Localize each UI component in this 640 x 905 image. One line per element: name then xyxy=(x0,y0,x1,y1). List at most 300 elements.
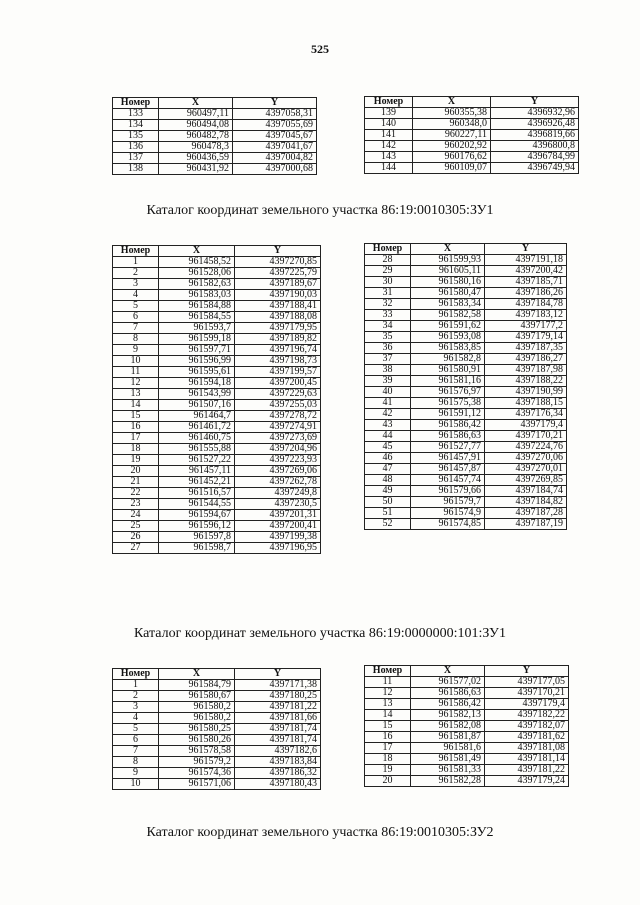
x-coordinate-cell: 961464,7 xyxy=(159,411,235,422)
point-number-cell: 137 xyxy=(113,153,159,164)
x-coordinate-cell: 961580,16 xyxy=(411,277,485,288)
table-row xyxy=(365,688,569,699)
point-number-cell: 4 xyxy=(113,290,159,301)
point-number-cell: 16 xyxy=(113,422,159,433)
catalog-title: Каталог координат земельного участка 86:19:0000000:101:ЗУ1 xyxy=(134,626,506,641)
table-row xyxy=(365,310,567,321)
table-row xyxy=(365,119,579,130)
table-row xyxy=(365,354,567,365)
point-number-cell: 3 xyxy=(113,702,159,713)
x-coordinate-cell: 960482,78 xyxy=(159,131,233,142)
table-row xyxy=(365,299,567,310)
header-x: X xyxy=(411,244,485,255)
point-number-cell: 33 xyxy=(365,310,411,321)
y-coordinate-cell: 4397181,74 xyxy=(235,724,321,735)
table-row xyxy=(365,776,569,787)
y-coordinate-cell: 4397177,05 xyxy=(485,677,569,688)
y-coordinate-cell: 4397223,93 xyxy=(235,455,321,466)
point-number-cell: 2 xyxy=(113,691,159,702)
x-coordinate-cell: 961452,21 xyxy=(159,477,235,488)
y-coordinate-cell: 4397045,67 xyxy=(233,131,317,142)
table-row xyxy=(365,464,567,475)
y-coordinate-cell: 4397188,41 xyxy=(235,301,321,312)
y-coordinate-cell: 4397270,01 xyxy=(485,464,567,475)
point-number-cell: 12 xyxy=(365,688,411,699)
y-coordinate-cell: 4397200,42 xyxy=(485,266,567,277)
y-coordinate-cell: 4397201,31 xyxy=(235,510,321,521)
table-row xyxy=(365,420,567,431)
x-coordinate-cell: 961579,7 xyxy=(411,497,485,508)
y-coordinate-cell: 4397055,69 xyxy=(233,120,317,131)
table-row xyxy=(113,323,321,334)
table-row xyxy=(365,398,567,409)
x-coordinate-cell: 961599,93 xyxy=(411,255,485,266)
x-coordinate-cell: 961528,06 xyxy=(159,268,235,279)
x-coordinate-cell: 960202,92 xyxy=(413,141,491,152)
x-coordinate-cell: 961580,91 xyxy=(411,365,485,376)
point-number-cell: 22 xyxy=(113,488,159,499)
point-number-cell: 20 xyxy=(365,776,411,787)
header-x: X xyxy=(159,669,235,680)
x-coordinate-cell: 961581,87 xyxy=(411,732,485,743)
table-row xyxy=(365,699,569,710)
table-row xyxy=(365,108,579,119)
table-row xyxy=(113,389,321,400)
x-coordinate-cell: 961581,6 xyxy=(411,743,485,754)
table-row xyxy=(113,257,321,268)
point-number-cell: 26 xyxy=(113,532,159,543)
x-coordinate-cell: 961555,88 xyxy=(159,444,235,455)
y-coordinate-cell: 4397179,4 xyxy=(485,699,569,710)
x-coordinate-cell: 960478,3 xyxy=(159,142,233,153)
y-coordinate-cell: 4397188,15 xyxy=(485,398,567,409)
point-number-cell: 39 xyxy=(365,376,411,387)
table-row xyxy=(365,163,579,174)
y-coordinate-cell: 4397224,76 xyxy=(485,442,567,453)
x-coordinate-cell: 960494,08 xyxy=(159,120,233,131)
x-coordinate-cell: 961579,66 xyxy=(411,486,485,497)
y-coordinate-cell: 4397182,6 xyxy=(235,746,321,757)
point-number-cell: 8 xyxy=(113,334,159,345)
point-number-cell: 30 xyxy=(365,277,411,288)
table-row xyxy=(113,779,321,790)
table-row xyxy=(113,543,321,554)
y-coordinate-cell: 4397058,31 xyxy=(233,109,317,120)
point-number-cell: 45 xyxy=(365,442,411,453)
point-number-cell: 8 xyxy=(113,757,159,768)
y-coordinate-cell: 4397204,96 xyxy=(235,444,321,455)
x-coordinate-cell: 960227,11 xyxy=(413,130,491,141)
x-coordinate-cell: 960431,92 xyxy=(159,164,233,175)
y-coordinate-cell: 4397196,74 xyxy=(235,345,321,356)
y-coordinate-cell: 4397274,91 xyxy=(235,422,321,433)
header-y: Y xyxy=(235,669,321,680)
point-number-cell: 10 xyxy=(113,356,159,367)
point-number-cell: 42 xyxy=(365,409,411,420)
x-coordinate-cell: 961580,47 xyxy=(411,288,485,299)
table-row xyxy=(113,488,321,499)
x-coordinate-cell: 961582,63 xyxy=(159,279,235,290)
point-number-cell: 141 xyxy=(365,130,413,141)
point-number-cell: 27 xyxy=(113,543,159,554)
point-number-cell: 48 xyxy=(365,475,411,486)
table-row xyxy=(113,510,321,521)
y-coordinate-cell: 4397179,4 xyxy=(485,420,567,431)
y-coordinate-cell: 4397183,84 xyxy=(235,757,321,768)
point-number-cell: 135 xyxy=(113,131,159,142)
table-row xyxy=(365,754,569,765)
x-coordinate-cell: 961576,97 xyxy=(411,387,485,398)
y-coordinate-cell: 4397187,35 xyxy=(485,343,567,354)
y-coordinate-cell: 4397269,06 xyxy=(235,466,321,477)
header-number: Номер xyxy=(365,244,411,255)
x-coordinate-cell: 960348,0 xyxy=(413,119,491,130)
header-number: Номер xyxy=(365,97,413,108)
x-coordinate-cell: 961581,33 xyxy=(411,765,485,776)
x-coordinate-cell: 961586,63 xyxy=(411,431,485,442)
table-row xyxy=(365,431,567,442)
y-coordinate-cell: 4397189,67 xyxy=(235,279,321,290)
table-row xyxy=(113,345,321,356)
x-coordinate-cell: 961586,42 xyxy=(411,699,485,710)
point-number-cell: 14 xyxy=(113,400,159,411)
x-coordinate-cell: 961596,12 xyxy=(159,521,235,532)
y-coordinate-cell: 4397188,22 xyxy=(485,376,567,387)
x-coordinate-cell: 961574,36 xyxy=(159,768,235,779)
y-coordinate-cell: 4397187,98 xyxy=(485,365,567,376)
y-coordinate-cell: 4397188,08 xyxy=(235,312,321,323)
y-coordinate-cell: 4397181,14 xyxy=(485,754,569,765)
table-header-row xyxy=(365,666,569,677)
point-number-cell: 1 xyxy=(113,257,159,268)
y-coordinate-cell: 4396784,99 xyxy=(491,152,579,163)
x-coordinate-cell: 961457,87 xyxy=(411,464,485,475)
point-number-cell: 7 xyxy=(113,746,159,757)
point-number-cell: 43 xyxy=(365,420,411,431)
y-coordinate-cell: 4397186,27 xyxy=(485,354,567,365)
header-number: Номер xyxy=(113,669,159,680)
point-number-cell: 19 xyxy=(113,455,159,466)
header-number: Номер xyxy=(113,98,159,109)
header-y: Y xyxy=(233,98,317,109)
table-row xyxy=(113,521,321,532)
point-number-cell: 134 xyxy=(113,120,159,131)
header-y: Y xyxy=(491,97,579,108)
table-row xyxy=(365,486,567,497)
table-row xyxy=(365,497,567,508)
page-number: 525 xyxy=(311,42,329,56)
y-coordinate-cell: 4397184,78 xyxy=(485,299,567,310)
table-row xyxy=(113,477,321,488)
y-coordinate-cell: 4397262,78 xyxy=(235,477,321,488)
table-row xyxy=(113,334,321,345)
point-number-cell: 10 xyxy=(113,779,159,790)
y-coordinate-cell: 4396926,48 xyxy=(491,119,579,130)
point-number-cell: 19 xyxy=(365,765,411,776)
table-row xyxy=(113,757,321,768)
y-coordinate-cell: 4397180,25 xyxy=(235,691,321,702)
coordinates-table xyxy=(112,668,321,790)
x-coordinate-cell: 961584,88 xyxy=(159,301,235,312)
x-coordinate-cell: 960176,62 xyxy=(413,152,491,163)
x-coordinate-cell: 961593,08 xyxy=(411,332,485,343)
x-coordinate-cell: 961594,67 xyxy=(159,510,235,521)
x-coordinate-cell: 961574,9 xyxy=(411,508,485,519)
table-row xyxy=(113,455,321,466)
x-coordinate-cell: 961586,42 xyxy=(411,420,485,431)
coordinates-table xyxy=(364,96,579,174)
table-row xyxy=(365,288,567,299)
point-number-cell: 29 xyxy=(365,266,411,277)
table-row xyxy=(365,130,579,141)
x-coordinate-cell: 961579,2 xyxy=(159,757,235,768)
table-row xyxy=(113,378,321,389)
point-number-cell: 35 xyxy=(365,332,411,343)
table-row xyxy=(365,409,567,420)
x-coordinate-cell: 961527,22 xyxy=(159,455,235,466)
y-coordinate-cell: 4397187,19 xyxy=(485,519,567,530)
point-number-cell: 133 xyxy=(113,109,159,120)
table-row xyxy=(113,411,321,422)
y-coordinate-cell: 4397181,66 xyxy=(235,713,321,724)
table-row xyxy=(365,475,567,486)
x-coordinate-cell: 961543,99 xyxy=(159,389,235,400)
x-coordinate-cell: 961527,77 xyxy=(411,442,485,453)
table-row xyxy=(113,444,321,455)
coordinates-table xyxy=(364,243,567,530)
table-header-row xyxy=(113,98,317,109)
y-coordinate-cell: 4397185,71 xyxy=(485,277,567,288)
header-number: Номер xyxy=(113,246,159,257)
table-row xyxy=(113,400,321,411)
y-coordinate-cell: 4397200,45 xyxy=(235,378,321,389)
y-coordinate-cell: 4397170,21 xyxy=(485,431,567,442)
y-coordinate-cell: 4397182,22 xyxy=(485,710,569,721)
y-coordinate-cell: 4397225,79 xyxy=(235,268,321,279)
y-coordinate-cell: 4397181,08 xyxy=(485,743,569,754)
y-coordinate-cell: 4397171,38 xyxy=(235,680,321,691)
table-row xyxy=(365,266,567,277)
x-coordinate-cell: 961580,2 xyxy=(159,713,235,724)
table-row xyxy=(113,433,321,444)
y-coordinate-cell: 4397181,22 xyxy=(485,765,569,776)
x-coordinate-cell: 961578,58 xyxy=(159,746,235,757)
y-coordinate-cell: 4397181,22 xyxy=(235,702,321,713)
header-number: Номер xyxy=(365,666,411,677)
table-row xyxy=(113,131,317,142)
point-number-cell: 32 xyxy=(365,299,411,310)
x-coordinate-cell: 961582,8 xyxy=(411,354,485,365)
y-coordinate-cell: 4397004,82 xyxy=(233,153,317,164)
point-number-cell: 2 xyxy=(113,268,159,279)
header-x: X xyxy=(413,97,491,108)
x-coordinate-cell: 961584,55 xyxy=(159,312,235,323)
point-number-cell: 31 xyxy=(365,288,411,299)
point-number-cell: 9 xyxy=(113,768,159,779)
x-coordinate-cell: 961582,08 xyxy=(411,721,485,732)
point-number-cell: 17 xyxy=(365,743,411,754)
y-coordinate-cell: 4397170,21 xyxy=(485,688,569,699)
coordinates-table xyxy=(112,245,321,554)
x-coordinate-cell: 961599,18 xyxy=(159,334,235,345)
y-coordinate-cell: 4397278,72 xyxy=(235,411,321,422)
point-number-cell: 3 xyxy=(113,279,159,290)
point-number-cell: 139 xyxy=(365,108,413,119)
table-row xyxy=(113,268,321,279)
x-coordinate-cell: 961597,8 xyxy=(159,532,235,543)
point-number-cell: 46 xyxy=(365,453,411,464)
table-row xyxy=(113,702,321,713)
point-number-cell: 6 xyxy=(113,735,159,746)
x-coordinate-cell: 961582,13 xyxy=(411,710,485,721)
x-coordinate-cell: 961596,99 xyxy=(159,356,235,367)
y-coordinate-cell: 4397181,62 xyxy=(485,732,569,743)
point-number-cell: 144 xyxy=(365,163,413,174)
table-row xyxy=(113,367,321,378)
table-row xyxy=(365,277,567,288)
table-row xyxy=(113,724,321,735)
point-number-cell: 13 xyxy=(113,389,159,400)
x-coordinate-cell: 961544,55 xyxy=(159,499,235,510)
y-coordinate-cell: 4396819,66 xyxy=(491,130,579,141)
x-coordinate-cell: 961583,85 xyxy=(411,343,485,354)
point-number-cell: 5 xyxy=(113,301,159,312)
y-coordinate-cell: 4397179,95 xyxy=(235,323,321,334)
y-coordinate-cell: 4397270,06 xyxy=(485,453,567,464)
y-coordinate-cell: 4397189,82 xyxy=(235,334,321,345)
x-coordinate-cell: 961580,26 xyxy=(159,735,235,746)
x-coordinate-cell: 961457,91 xyxy=(411,453,485,464)
point-number-cell: 52 xyxy=(365,519,411,530)
y-coordinate-cell: 4397230,5 xyxy=(235,499,321,510)
x-coordinate-cell: 961461,72 xyxy=(159,422,235,433)
y-coordinate-cell: 4397176,34 xyxy=(485,409,567,420)
table-row xyxy=(365,765,569,776)
x-coordinate-cell: 961605,11 xyxy=(411,266,485,277)
y-coordinate-cell: 4397269,85 xyxy=(485,475,567,486)
y-coordinate-cell: 4397187,28 xyxy=(485,508,567,519)
table-row xyxy=(113,120,317,131)
x-coordinate-cell: 961583,03 xyxy=(159,290,235,301)
point-number-cell: 44 xyxy=(365,431,411,442)
table-row xyxy=(113,356,321,367)
x-coordinate-cell: 961580,25 xyxy=(159,724,235,735)
table-row xyxy=(365,453,567,464)
header-x: X xyxy=(411,666,485,677)
point-number-cell: 136 xyxy=(113,142,159,153)
table-row xyxy=(113,279,321,290)
table-row xyxy=(365,387,567,398)
point-number-cell: 25 xyxy=(113,521,159,532)
x-coordinate-cell: 961457,11 xyxy=(159,466,235,477)
x-coordinate-cell: 961598,7 xyxy=(159,543,235,554)
x-coordinate-cell: 961586,63 xyxy=(411,688,485,699)
y-coordinate-cell: 4397190,99 xyxy=(485,387,567,398)
table-header-row xyxy=(365,244,567,255)
table-row xyxy=(113,164,317,175)
table-row xyxy=(113,691,321,702)
point-number-cell: 34 xyxy=(365,321,411,332)
x-coordinate-cell: 961575,38 xyxy=(411,398,485,409)
y-coordinate-cell: 4397255,03 xyxy=(235,400,321,411)
y-coordinate-cell: 4397249,8 xyxy=(235,488,321,499)
y-coordinate-cell: 4397183,12 xyxy=(485,310,567,321)
point-number-cell: 51 xyxy=(365,508,411,519)
point-number-cell: 15 xyxy=(113,411,159,422)
y-coordinate-cell: 4397196,95 xyxy=(235,543,321,554)
point-number-cell: 6 xyxy=(113,312,159,323)
x-coordinate-cell: 961580,2 xyxy=(159,702,235,713)
point-number-cell: 13 xyxy=(365,699,411,710)
table-row xyxy=(365,710,569,721)
header-y: Y xyxy=(485,666,569,677)
table-row xyxy=(113,422,321,433)
point-number-cell: 18 xyxy=(365,754,411,765)
x-coordinate-cell: 961597,71 xyxy=(159,345,235,356)
table-row xyxy=(113,768,321,779)
x-coordinate-cell: 961457,74 xyxy=(411,475,485,486)
point-number-cell: 143 xyxy=(365,152,413,163)
point-number-cell: 40 xyxy=(365,387,411,398)
x-coordinate-cell: 961582,28 xyxy=(411,776,485,787)
x-coordinate-cell: 961593,7 xyxy=(159,323,235,334)
point-number-cell: 18 xyxy=(113,444,159,455)
point-number-cell: 7 xyxy=(113,323,159,334)
point-number-cell: 14 xyxy=(365,710,411,721)
table-row xyxy=(365,343,567,354)
table-row xyxy=(113,142,317,153)
y-coordinate-cell: 4397199,38 xyxy=(235,532,321,543)
table-row xyxy=(365,376,567,387)
y-coordinate-cell: 4397198,73 xyxy=(235,356,321,367)
table-header-row xyxy=(113,246,321,257)
point-number-cell: 138 xyxy=(113,164,159,175)
header-y: Y xyxy=(235,246,321,257)
table-row xyxy=(365,743,569,754)
y-coordinate-cell: 4397180,43 xyxy=(235,779,321,790)
table-row xyxy=(113,312,321,323)
x-coordinate-cell: 961582,58 xyxy=(411,310,485,321)
x-coordinate-cell: 960497,11 xyxy=(159,109,233,120)
table-row xyxy=(365,255,567,266)
header-x: X xyxy=(159,98,233,109)
point-number-cell: 21 xyxy=(113,477,159,488)
x-coordinate-cell: 961516,57 xyxy=(159,488,235,499)
table-row xyxy=(113,301,321,312)
x-coordinate-cell: 961594,18 xyxy=(159,378,235,389)
y-coordinate-cell: 4396749,94 xyxy=(491,163,579,174)
x-coordinate-cell: 961581,16 xyxy=(411,376,485,387)
catalog-title: Каталог координат земельного участка 86:19:0010305:ЗУ1 xyxy=(146,203,494,218)
table-header-row xyxy=(113,669,321,680)
y-coordinate-cell: 4397199,57 xyxy=(235,367,321,378)
point-number-cell: 12 xyxy=(113,378,159,389)
y-coordinate-cell: 4397184,82 xyxy=(485,497,567,508)
point-number-cell: 37 xyxy=(365,354,411,365)
table-row xyxy=(365,721,569,732)
header-y: Y xyxy=(485,244,567,255)
x-coordinate-cell: 961581,49 xyxy=(411,754,485,765)
x-coordinate-cell: 961458,52 xyxy=(159,257,235,268)
table-row xyxy=(365,321,567,332)
x-coordinate-cell: 961577,02 xyxy=(411,677,485,688)
y-coordinate-cell: 4397184,74 xyxy=(485,486,567,497)
point-number-cell: 4 xyxy=(113,713,159,724)
x-coordinate-cell: 961574,85 xyxy=(411,519,485,530)
point-number-cell: 142 xyxy=(365,141,413,152)
table-row xyxy=(365,332,567,343)
table-row xyxy=(113,466,321,477)
